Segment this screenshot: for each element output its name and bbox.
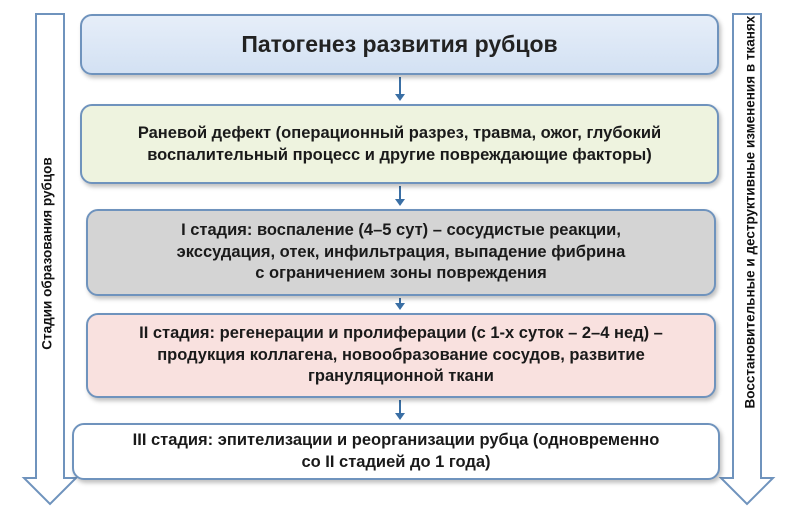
stage-2-line-2: продукция коллагена, новообразование сосудов, развитие xyxy=(157,345,645,364)
stage-1-line-2: экссудация, отек, инфильтрация, выпадение фибрина xyxy=(176,242,626,261)
wound-defect-line-2: воспалительный процесс и другие повреждающие факторы) xyxy=(147,146,652,164)
left-side-label: Стадии образования рубцов xyxy=(39,157,55,350)
diagram-title xyxy=(80,14,719,75)
stage-1-line-1: I стадия: воспаление (4–5 сут) – сосудистые реакции, xyxy=(181,220,621,239)
right-side-label: Восстановительные и деструктивные изменения в тканях xyxy=(742,15,758,409)
wound-defect-line-1: Раневой дефект (операционный разрез, травма, ожог, глубокий xyxy=(137,123,662,142)
connector-arrow-2 xyxy=(395,186,405,206)
stage-3-line-2: со II стадией до 1 года) xyxy=(301,452,491,471)
connector-arrow-4 xyxy=(395,400,405,420)
stage-1-line-3: с ограничением зоны повреждения xyxy=(255,264,547,283)
stage-2-line-1: II стадия: регенерации и пролиферации (с 1-х суток – 2–4 нед) – xyxy=(139,323,663,342)
stage-2-line-3: грануляционной ткани xyxy=(308,367,494,386)
stage-1-box xyxy=(86,209,716,296)
diagram-title-text: Патогенез развития рубцов xyxy=(241,31,558,57)
connector-arrow-1 xyxy=(395,77,405,101)
stage-3-box xyxy=(72,423,720,480)
wound-defect-box xyxy=(80,104,719,184)
stage-2-box xyxy=(86,313,716,398)
connector-arrow-3 xyxy=(395,298,405,310)
stage-3-line-1: III стадия: эпителизации и реорганизации рубца (одновременно xyxy=(132,430,660,449)
